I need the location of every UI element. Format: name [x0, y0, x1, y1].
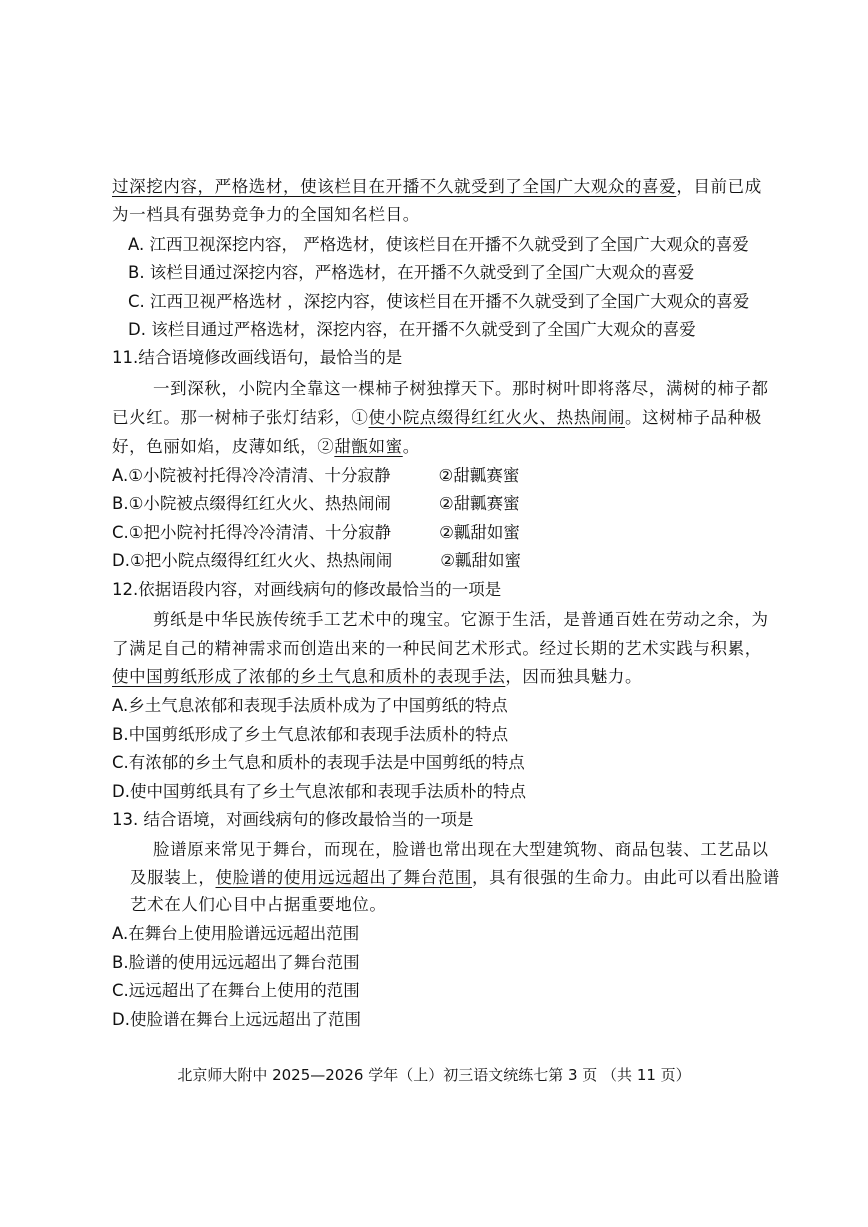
q12-option-b[interactable]: B.中国剪纸形成了乡土气息浓郁和表现手法质朴的特点	[112, 725, 509, 744]
q11-option-a-part2: ②甜瓤赛蜜	[438, 466, 520, 485]
q10-passage-line-2: 为一档具有强势竞争力的全国知名栏目。	[112, 205, 420, 224]
q11-passage-line-3	[112, 435, 420, 459]
q12-passage-line-3-post: ，因而独具魅力。	[505, 667, 643, 686]
q12-option-c[interactable]: C.有浓郁的乡土气息和质朴的表现手法是中国剪纸的特点	[112, 753, 525, 772]
q13-underlined-sentence: 使脸谱的使用远远超出了舞台范围	[215, 868, 472, 887]
q12-passage-line-2: 了满足自己的精神需求而创造出来的一种民间艺术形式。经过长期的艺术实践与积累，	[112, 639, 762, 658]
q11-passage-line-2	[112, 406, 762, 430]
q13-passage-line-1: 脸谱原来常见于舞台，而现在，脸谱也常出现在大型建筑物、商品包装、工艺品以	[153, 840, 769, 859]
q11-option-a-part1: A.①小院被衬托得冷冷清清、十分寂静	[112, 466, 391, 485]
q10-option-c[interactable]: C. 江西卫视严格选材 ，深挖内容，使该栏目在开播不久就受到了全国广大观众的喜爱	[128, 292, 750, 311]
q11-option-c-part1: C.①把小院衬托得冷冷清清、十分寂静	[112, 523, 392, 542]
q11-passage-line-2-pre: 已火红。那一树柿子张灯结彩，①	[112, 408, 369, 427]
q11-passage-line-2-post: 。这树柿子品种极	[625, 408, 762, 427]
q11-title: 11.结合语境修改画线语句，最恰当的是	[112, 348, 403, 367]
q10-option-d[interactable]: D. 该栏目通过严格选材，深挖内容，在开播不久就受到了全国广大观众的喜爱	[128, 320, 696, 339]
q13-passage-line-2-post: ，具有很强的生命力。由此可以看出脸谱	[472, 868, 780, 887]
q11-option-b-part1: B.①小院被点缀得红红火火、热热闹闹	[112, 494, 391, 513]
q13-option-b[interactable]: B.脸谱的使用远远超出了舞台范围	[112, 953, 360, 972]
q12-option-a[interactable]: A.乡土气息浓郁和表现手法质朴成为了中国剪纸的特点	[112, 696, 508, 715]
q11-option-d-part1: D.①把小院点缀得红红火火、热热闹闹	[112, 551, 393, 570]
q13-option-c[interactable]: C.远远超出了在舞台上使用的范围	[112, 981, 360, 1000]
q10-option-a[interactable]: A. 江西卫视深挖内容， 严格选材，使该栏目在开播不久就受到了全国广大观众的喜爱	[128, 235, 749, 254]
q13-option-a[interactable]: A.在舞台上使用脸谱远远超出范围	[112, 924, 360, 943]
page-footer: 北京师大附中 2025—2026 学年（上）初三语文统练七第 3 页 （共 11 页）	[177, 1066, 691, 1084]
q11-underlined-1: 使小院点缀得红红火火、热热闹闹	[368, 408, 625, 427]
q13-passage-line-3: 艺术在人们心目中占据重要地位。	[130, 895, 387, 914]
q12-underlined-sentence: 使中国剪纸形成了浓郁的乡土气息和质朴的表现手法	[112, 667, 506, 686]
q13-passage-line-2-pre: 及服装上，	[130, 868, 216, 887]
q13-option-d[interactable]: D.使脸谱在舞台上远远超出了范围	[112, 1010, 361, 1029]
q13-title: 13. 结合语境，对画线病句的修改最恰当的一项是	[112, 810, 474, 829]
q13-passage-line-2	[130, 866, 780, 890]
q11-option-d[interactable]	[112, 549, 521, 573]
q11-option-b-part2: ②甜瓤赛蜜	[438, 494, 520, 513]
q11-option-c-part2: ②瓤甜如蜜	[439, 523, 520, 542]
q12-passage-line-1: 剪纸是中华民族传统手工艺术中的瑰宝。它源于生活，是普通百姓在劳动之余，为	[153, 610, 769, 629]
q11-option-c[interactable]	[112, 521, 520, 545]
q11-passage-line-3-pre: 好，色丽如焰，皮薄如纸，②	[112, 437, 335, 456]
q12-passage-line-3	[112, 665, 642, 689]
q10-passage-line-1-rest: ，目前已成	[676, 177, 762, 196]
q10-passage-line-1	[112, 175, 762, 199]
q11-passage-line-3-post: 。	[402, 437, 420, 456]
q12-option-d[interactable]: D.使中国剪纸具有了乡土气息浓郁和表现手法质朴的特点	[112, 782, 526, 801]
q11-option-d-part2: ②瓤甜如蜜	[440, 551, 522, 570]
q11-underlined-2: 甜甑如蜜	[334, 437, 403, 456]
q11-passage-line-1: 一到深秋，小院内全靠这一棵柿子树独撑天下。那时树叶即将落尽，满树的柿子都	[153, 379, 769, 398]
q10-underlined-sentence: 过深挖内容，严格选材，使该栏目在开播不久就受到了全国广大观众的喜爱	[112, 177, 677, 196]
q11-option-a[interactable]	[112, 464, 519, 488]
q12-title: 12.依据语段内容，对画线病句的修改最恰当的一项是	[112, 580, 502, 599]
q11-option-b[interactable]	[112, 492, 520, 516]
q10-option-b[interactable]: B. 该栏目通过深挖内容，严格选材，在开播不久就受到了全国广大观众的喜爱	[128, 263, 695, 282]
